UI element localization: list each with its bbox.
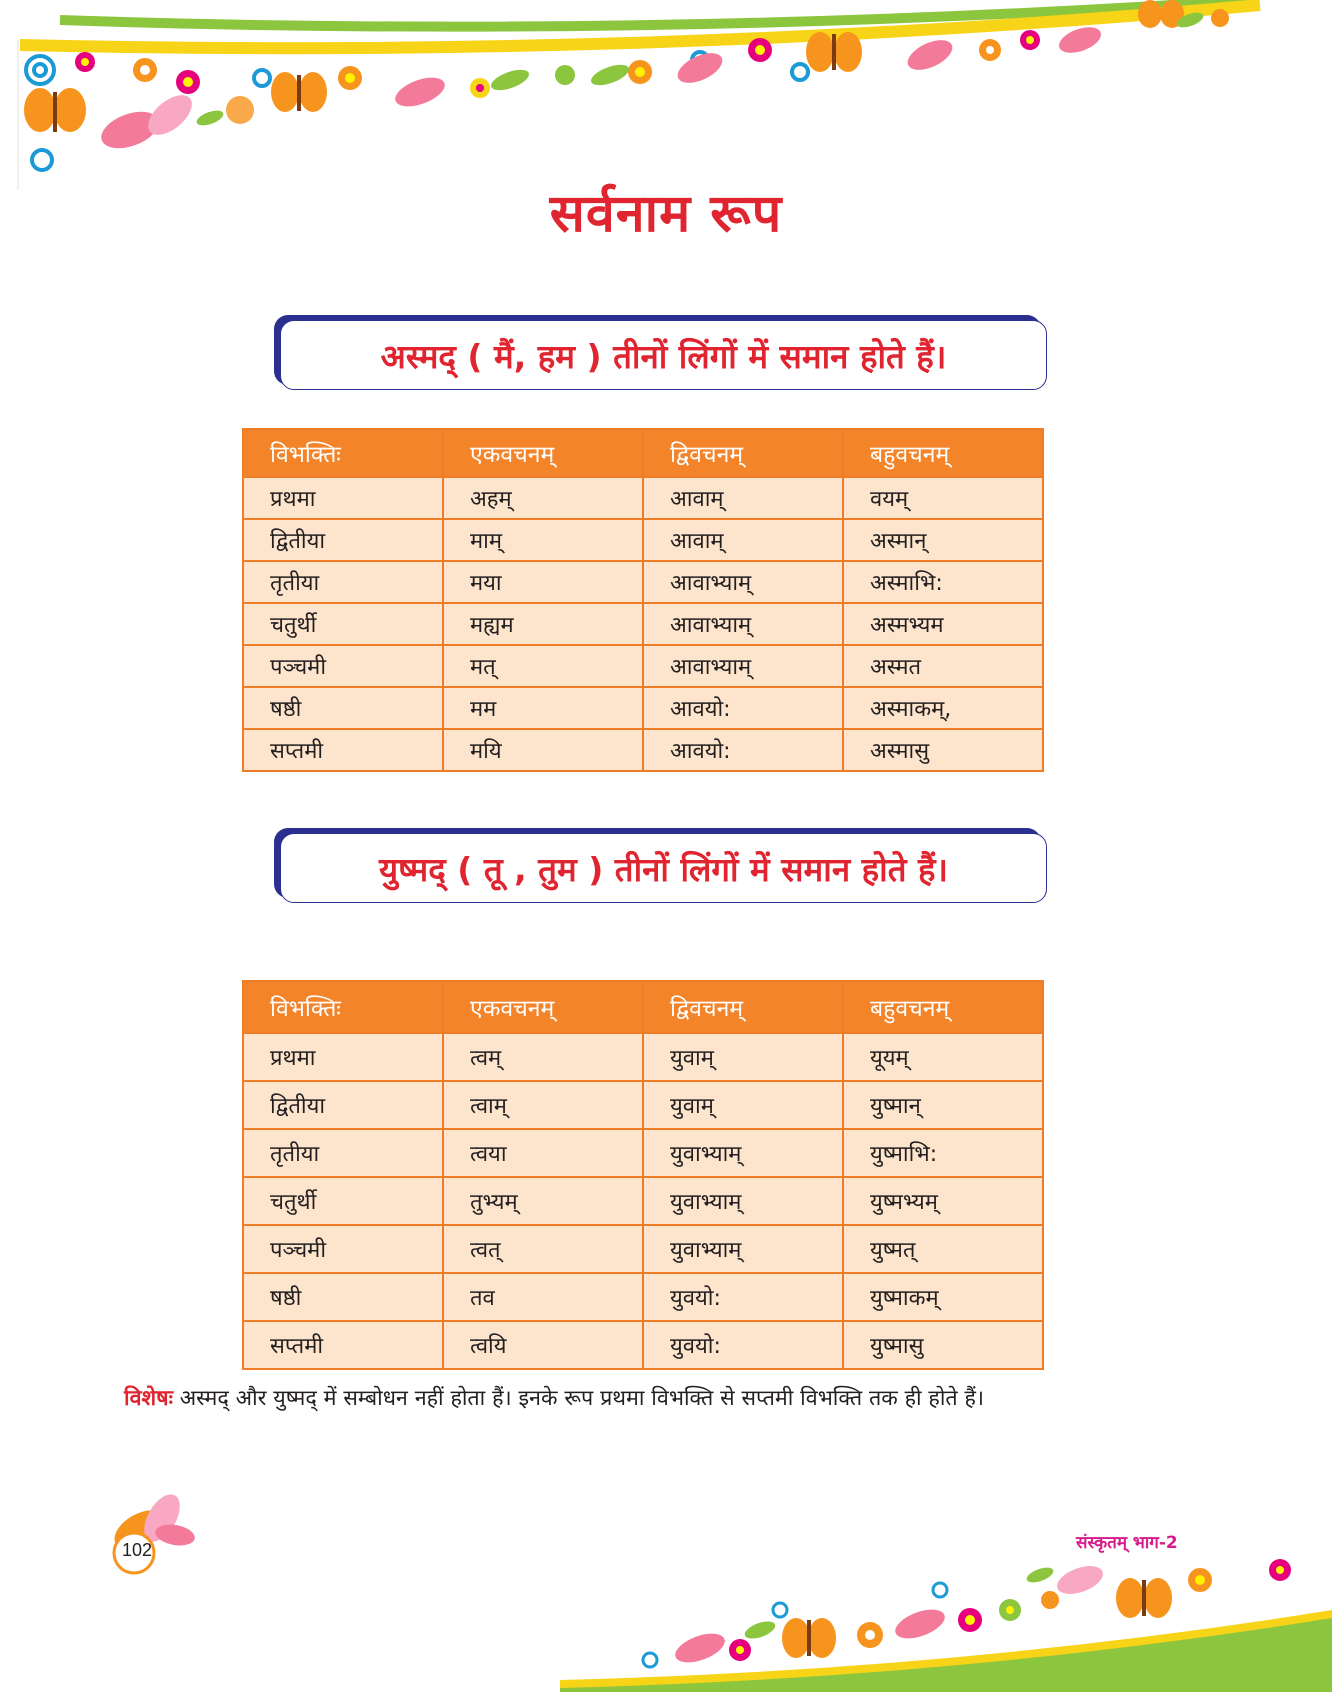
table-cell: षष्ठी	[243, 687, 443, 729]
table-cell: त्वया	[443, 1129, 643, 1177]
table-cell: प्रथमा	[243, 477, 443, 519]
page-title: सर्वनाम रूप	[549, 184, 783, 244]
section-heading-yushmad: युष्मद् ( तू , तुम ) तीनों लिंगों में समान होते हैं।	[378, 849, 949, 889]
table-cell: तव	[443, 1273, 643, 1321]
table-cell: आवाभ्याम्	[643, 603, 843, 645]
table-row	[243, 561, 1043, 603]
table-row	[243, 645, 1043, 687]
column-header: बहुवचनम्	[843, 981, 1043, 1033]
table-row	[243, 1225, 1043, 1273]
table-cell: त्वत्	[443, 1225, 643, 1273]
table-cell: आवयो:	[643, 687, 843, 729]
butterfly-icon	[782, 1618, 836, 1658]
table-cell: युष्मासु	[843, 1321, 1043, 1369]
top-floral-border	[0, 0, 1332, 200]
table-cell: युवयो:	[643, 1321, 843, 1369]
table-cell: अहम्	[443, 477, 643, 519]
table-cell: चतुर्थी	[243, 1177, 443, 1225]
declension-table-asmad	[242, 428, 1044, 772]
table-cell: अस्मासु	[843, 729, 1043, 771]
table-cell: षष्ठी	[243, 1273, 443, 1321]
table-row	[243, 1177, 1043, 1225]
table-cell: द्वितीया	[243, 519, 443, 561]
table-cell: चतुर्थी	[243, 603, 443, 645]
table-cell: युष्माभि:	[843, 1129, 1043, 1177]
table-row	[243, 519, 1043, 561]
table-cell: युवाम्	[643, 1033, 843, 1081]
table-cell: मत्	[443, 645, 643, 687]
butterfly-icon	[806, 32, 862, 72]
table-cell: वयम्	[843, 477, 1043, 519]
table-row	[243, 1321, 1043, 1369]
table-cell: युवाभ्याम्	[643, 1129, 843, 1177]
table-cell: मम	[443, 687, 643, 729]
table-cell: तृतीया	[243, 1129, 443, 1177]
table-cell: आवाम्	[643, 477, 843, 519]
column-header: द्विवचनम्	[643, 429, 843, 477]
column-header: बहुवचनम्	[843, 429, 1043, 477]
section-heading-banner	[280, 320, 1047, 390]
table-header-row	[243, 981, 1043, 1033]
table-row	[243, 603, 1043, 645]
column-header: एकवचनम्	[443, 429, 643, 477]
butterfly-icon	[24, 88, 86, 132]
page-number-ornament	[100, 1490, 210, 1580]
table-cell: अस्माकम्,	[843, 687, 1043, 729]
table-row	[243, 729, 1043, 771]
book-label: संस्कृतम् भाग-2	[1076, 1533, 1178, 1553]
table-cell: त्वम्	[443, 1033, 643, 1081]
table-cell: युवाम्	[643, 1081, 843, 1129]
table-cell: युष्मत्	[843, 1225, 1043, 1273]
table-cell: युवाभ्याम्	[643, 1225, 843, 1273]
table-cell: पञ्चमी	[243, 645, 443, 687]
table-row	[243, 1273, 1043, 1321]
table-cell: मया	[443, 561, 643, 603]
table-cell: यूयम्	[843, 1033, 1043, 1081]
table-cell: मयि	[443, 729, 643, 771]
table-cell: आवाम्	[643, 519, 843, 561]
table-cell: युवाभ्याम्	[643, 1177, 843, 1225]
table-cell: त्वयि	[443, 1321, 643, 1369]
table-row	[243, 1081, 1043, 1129]
table-cell: आवाभ्याम्	[643, 645, 843, 687]
column-header: द्विवचनम्	[643, 981, 843, 1033]
table-cell: सप्तमी	[243, 729, 443, 771]
butterfly-icon	[1116, 1578, 1172, 1618]
table-cell: आवाभ्याम्	[643, 561, 843, 603]
butterfly-icon	[271, 72, 327, 112]
table-cell: मह्यम	[443, 603, 643, 645]
table-cell: माम्	[443, 519, 643, 561]
column-header: विभक्तिः	[243, 981, 443, 1033]
table-cell: तृतीया	[243, 561, 443, 603]
table-cell: अस्मभ्यम	[843, 603, 1043, 645]
section-heading-asmad: अस्मद् ( मैं, हम ) तीनों लिंगों में समान होते हैं।	[380, 336, 947, 376]
special-note	[124, 1383, 1224, 1412]
page-number: 102	[121, 1540, 153, 1560]
table-header-row	[243, 429, 1043, 477]
table-cell: त्वाम्	[443, 1081, 643, 1129]
table-row	[243, 1033, 1043, 1081]
bottom-floral-border	[560, 1540, 1332, 1692]
table-cell: द्वितीया	[243, 1081, 443, 1129]
table-cell: आवयो:	[643, 729, 843, 771]
table-row	[243, 1129, 1043, 1177]
table-row	[243, 477, 1043, 519]
table-cell: सप्तमी	[243, 1321, 443, 1369]
table-row	[243, 687, 1043, 729]
table-cell: युष्मान्	[843, 1081, 1043, 1129]
table-cell: युवयो:	[643, 1273, 843, 1321]
declension-table-yushmad	[242, 980, 1044, 1370]
table-cell: अस्मान्	[843, 519, 1043, 561]
table-cell: तुभ्यम्	[443, 1177, 643, 1225]
section-heading-banner	[280, 833, 1047, 903]
note-label: विशेषः	[124, 1386, 173, 1411]
table-cell: अस्माभि:	[843, 561, 1043, 603]
table-cell: युष्मभ्यम्	[843, 1177, 1043, 1225]
column-header: विभक्तिः	[243, 429, 443, 477]
table-cell: युष्माकम्	[843, 1273, 1043, 1321]
note-text: अस्मद् और युष्मद् में सम्बोधन नहीं होता हैं। इनके रूप प्रथमा विभक्ति से सप्तमी विभक्ति तक ही होते हैं।	[172, 1386, 985, 1411]
table-cell: अस्मत	[843, 645, 1043, 687]
table-cell: प्रथमा	[243, 1033, 443, 1081]
column-header: एकवचनम्	[443, 981, 643, 1033]
table-cell: पञ्चमी	[243, 1225, 443, 1273]
